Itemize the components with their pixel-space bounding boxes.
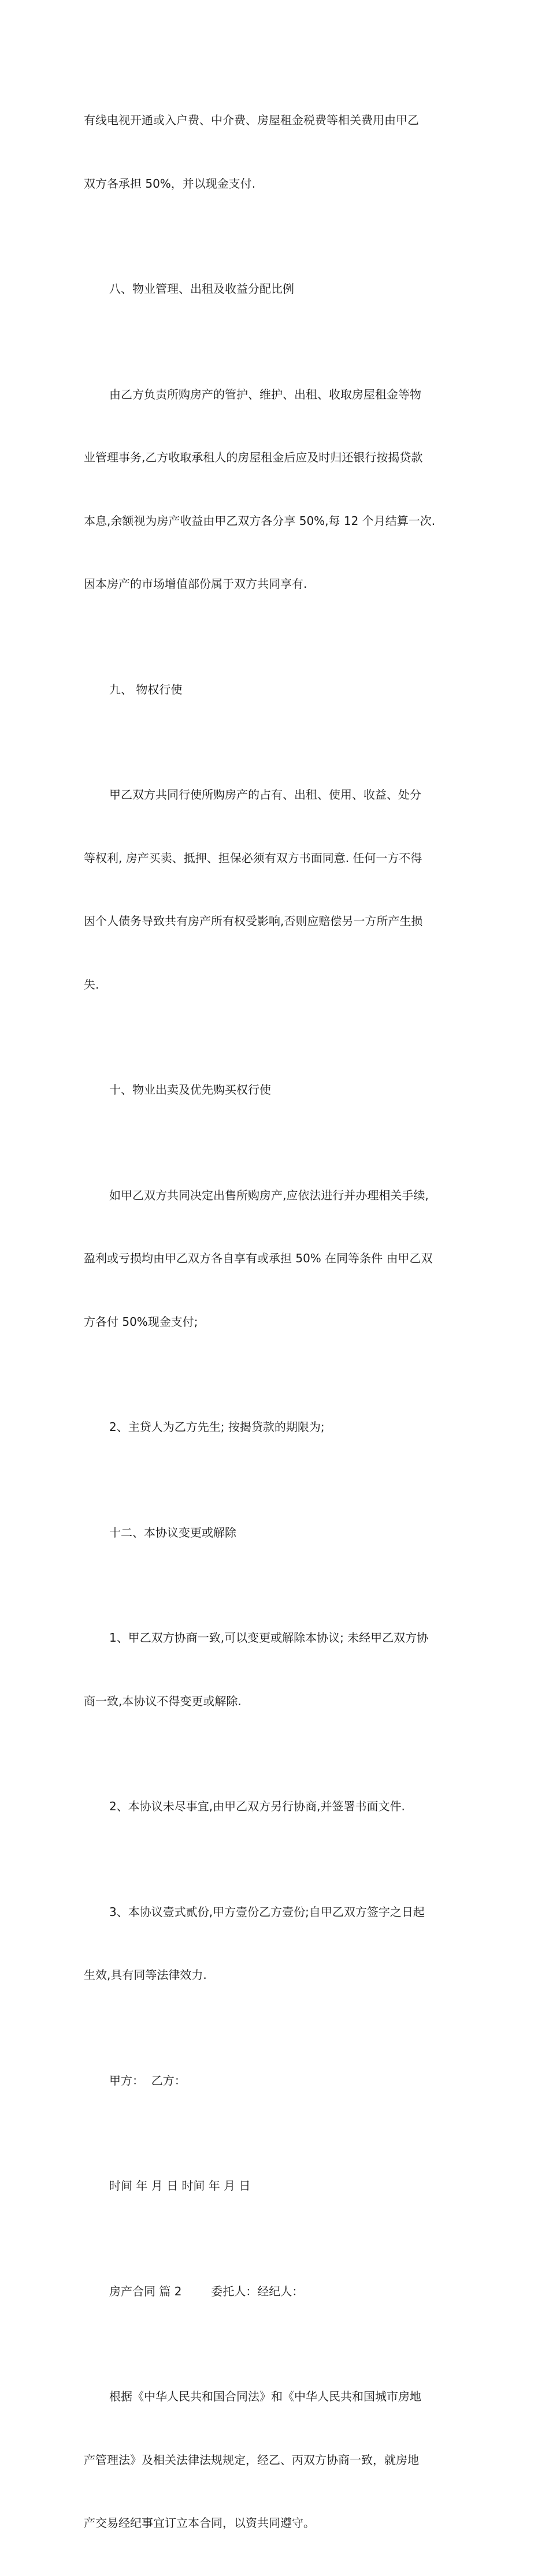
text-line: 盈利或亏损均由甲乙双方各自享有或承担 50% 在同等条件 由甲乙双 [84,1251,433,1265]
clause-2 [84,1754,468,1859]
text-line: 根据《中华人民共和国合同法》和《中华人民共和国城市房地 [109,2389,421,2403]
signature-dates [84,2133,468,2239]
text-line: 由乙方负责所购房产的管护、维护、出租、收取房屋租金等物 [109,387,421,401]
text-line: 方各付 50%现金支付; [84,1314,198,1329]
text-line: 失. [84,977,99,991]
clause-1 [84,1585,468,1754]
section-heading-text: 十二、本协议变更或解除 [109,1525,236,1539]
text-line: 时间 年 月 日 时间 年 月 日 [109,2179,251,2193]
signature-parties [84,2028,468,2134]
paragraph-sale [84,1143,468,1375]
text-line: 商一致,本协议不得变更或解除. [84,1694,242,1708]
section-heading-text: 九、 物权行使 [109,682,183,696]
text-line: 2、主贷人为乙方先生; 按揭贷款的期限为; [109,1420,325,1434]
text-line: 业管理事务,乙方收取承租人的房屋租金后应及时归还银行按揭贷款 [84,450,423,464]
section-heading-9 [84,637,468,743]
section-heading-8 [84,236,468,342]
text-line: 生效,具有同等法律效力. [84,1968,207,1982]
paragraph-main-borrower [84,1374,468,1480]
text-line: 甲乙双方共同行使所购房产的占有、出租、使用、收益、处分 [109,788,421,801]
contract-2-heading [84,2239,468,2344]
text-line: 2、本协议未尽事宜,由甲乙双方另行协商,并签署书面文件. [109,1799,405,1813]
text-line: 如甲乙双方共同决定出售所购房产,应依法进行并办理相关手续, [109,1188,429,1202]
text-line: 双方各承担 50%，并以现金支付. [84,176,256,191]
paragraph-property-management [84,342,468,637]
text-line: 本息,余额视为房产收益由甲乙双方各分享 50%,每 12 个月结算一次. [84,513,436,528]
text-line: 有线电视开通或入户费、中介费、房屋租金税费等相关费用由甲乙 [84,113,419,127]
text-line: 甲方： 乙方： [109,2073,186,2087]
text-line: 3、本协议壹式贰份,甲方壹份乙方壹份;自甲乙双方签字之日起 [109,1904,425,1919]
text-line: 产交易经纪事宜订立本合同，以资共同遵守。 [84,2516,315,2530]
text-line: 等权利, 房产买卖、抵押、担保必须有双方书面同意. 任何一方不得 [84,851,422,865]
text-line: 因本房产的市场增值部份属于双方共同享有. [84,577,307,591]
section-heading-10 [84,1037,468,1143]
clause-3 [84,1859,468,2028]
paragraph-property-rights [84,742,468,1037]
text-line: 房产合同 篇 2 委托人：经纪人： [109,2284,304,2298]
paragraph-legal-basis [84,2344,468,2576]
section-heading-text: 十、物业出卖及优先购买权行使 [109,1083,271,1097]
section-heading-text: 八、物业管理、出租及收益分配比例 [109,282,294,296]
text-line: 产管理法》及相关法律法规规定，经乙、丙双方协商一致，就房地 [84,2452,419,2467]
section-heading-12 [84,1480,468,1586]
document-body [84,68,468,2576]
text-line: 1、甲乙双方协商一致,可以变更或解除本协议; 未经甲乙双方协 [109,1631,429,1645]
paragraph-fees [84,68,468,236]
text-line: 因个人债务导致共有房产所有权受影响,否则应赔偿另一方所产生损 [84,914,423,928]
